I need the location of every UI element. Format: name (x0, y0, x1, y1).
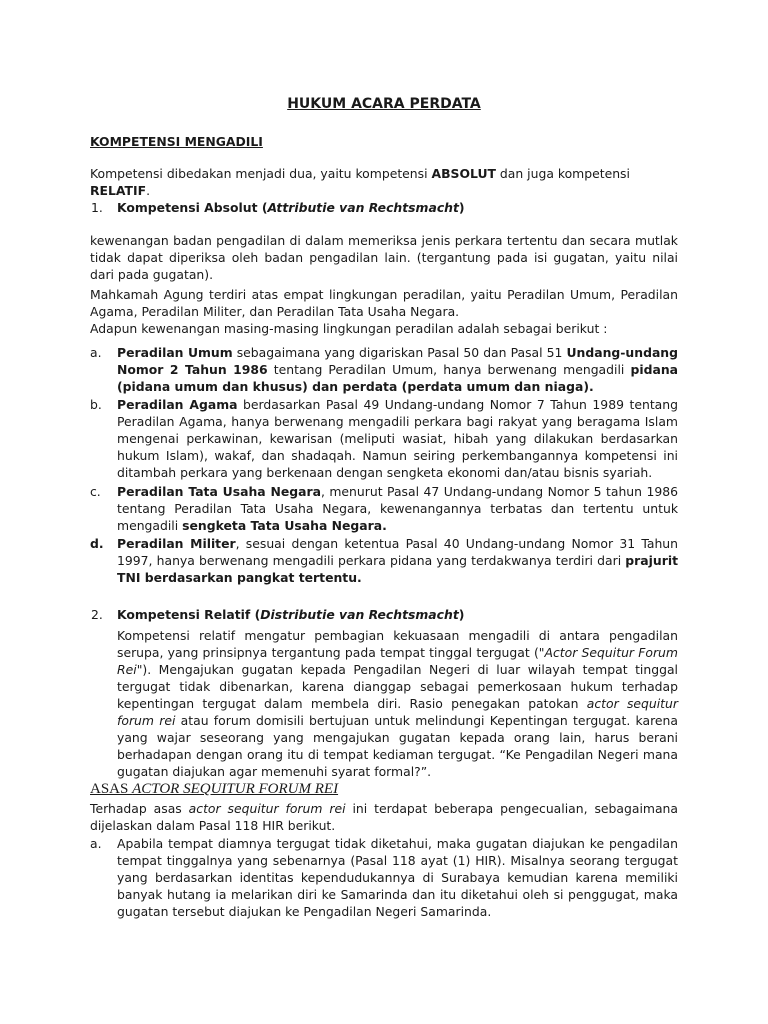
item-text-2: tentang Peradilan Umum, hanya berwenang mengadili (267, 362, 631, 377)
paragraph-kewenangan: Adapun kewenangan masing-masing lingkungan peradilan adalah sebagai berikut : (90, 321, 608, 336)
list-item-pengecualian-a (90, 835, 678, 920)
asas-para-italic: actor sequitur forum rei (188, 801, 346, 816)
item-text: , menurut Pasal 47 Undang-undang Nomor 5 tahun 1986 tentang Peradilan Tata Usaha Negara, kewenangannya terbatas dan tertentu untuk mengadili (117, 484, 679, 533)
list-item-peradilan-tun (90, 483, 678, 534)
relatif-italic-2: actor sequitur forum rei (117, 696, 678, 728)
heading-close: ) (458, 200, 465, 215)
intro-text-2: dan juga kompetensi (495, 166, 630, 181)
document-title: HUKUM ACARA PERDATA (287, 96, 481, 112)
intro-absolut: ABSOLUT (431, 166, 496, 181)
list-marker: a. (90, 345, 102, 360)
heading-asas (90, 780, 678, 798)
list-marker: b. (90, 397, 102, 412)
item-bold-2: pidana (pidana umum dan khusus) dan perdata (perdata umum dan niaga). (117, 362, 678, 394)
paragraph-mahkamah-agung: Mahkamah Agung terdiri atas empat lingkungan peradilan, yaitu Peradilan Umum, Peradilan Agama, Peradilan Militer, dan Peradilan Tata Usaha Negara. (90, 287, 678, 319)
item-bold: sengketa Tata Usaha Negara. (182, 518, 387, 533)
heading-text: Kompetensi Relatif ( (117, 607, 261, 622)
intro-end: . (146, 183, 151, 198)
list-marker: c. (90, 484, 101, 499)
asas-para-text: Terhadap asas (90, 801, 189, 816)
relatif-text-2: "). Mengajukan gugatan kepada Pengadilan Negeri di luar wilayah tempat tinggal tergugat tidak dibenarkan, karena dianggap sebagai pemerkosaan hukum terhadap kepentingan tergugat dalam membela diri. Rasio penegakan patokan (117, 662, 678, 711)
paragraph-kompetensi-relatif (117, 627, 678, 780)
heading-italic: Attributie van Rechtsmacht (267, 200, 459, 215)
list-number: 1. (91, 200, 103, 215)
asas-text: ASAS (90, 781, 133, 797)
item-text: berdasarkan Pasal 49 Undang-undang Nomor 7 Tahun 1989 tentang Peradilan Agama, hanya berwenang mengadili perkara bagi rakyat yang beragama Islam mengenai perkawinan, kewarisan (meliputi wasiat, hibah yang dilakukan berdasarkan hukum Islam), wakaf, dan shadaqah. Namun seiring perkembangannya kompetensi ini ditambah perkara yang berkenaan dengan sengketa ekonomi dan/atau bisnis syariah. (117, 397, 678, 480)
relatif-text: Kompetensi relatif mengatur pembagian kekuasaan mengadili di antara pengadilan serupa, yang prinsipnya tergantung pada tempat tinggal tergugat (" (117, 628, 678, 660)
intro-paragraph (90, 165, 678, 199)
item-text: Apabila tempat diamnya tergugat tidak diketahui, maka gugatan diajukan ke pengadilan tempat tinggalnya yang sebenarnya (Pasal 118 ayat (1) HIR). Misalnya seorang tergugat yang berdasarkan identitas kependudukannya di Surabaya kemudian karena memiliki banyak hutang ia melarikan diri ke Samarinda dan itu diketahui oleh si penggugat, maka gugatan tersebut diajukan ke Pengadilan Negeri Samarinda. (117, 836, 678, 919)
intro-relatif: RELATIF (90, 183, 147, 198)
asas-italic: ACTOR SEQUITUR FORUM REI (132, 781, 339, 797)
heading-italic: Distributie van Rechtsmacht (260, 607, 459, 622)
paragraph-asas (90, 800, 678, 834)
item-title: Peradilan Tata Usaha Negara (117, 484, 321, 499)
list-item-peradilan-agama (90, 396, 678, 481)
list-item-peradilan-militer (90, 535, 678, 586)
item-bold: prajurit TNI berdasarkan pangkat tertentu. (117, 553, 678, 585)
item-text: , sesuai dengan ketentua Pasal 40 Undang-undang Nomor 31 Tahun 1997, hanya berwenang mengadili perkara pidana yang terdakwanya terdiri dari (117, 536, 678, 568)
paragraph-absolut-definition: kewenangan badan pengadilan di dalam memeriksa jenis perkara tertentu dan secara mutlak tidak dapat diperiksa oleh badan pengadilan lain. (tergantung pada isi gugatan, yaitu nilai dari pada gugatan). (90, 233, 678, 282)
heading-kompetensi-absolut (90, 199, 678, 216)
relatif-text-3: atau forum domisili bertujuan untuk melindungi Kepentingan tergugat. karena yang wajar seseorang yang mengajukan gugatan kepada orang lain, harus berani berhadapan dengan orang itu di tempat kediaman tergugat. “Ke Pengadilan Negeri mana gugatan diajukan agar memenuhi syarat formal?”. (117, 713, 678, 779)
asas-para-text-2: ini terdapat beberapa pengecualian, sebagaimana dijelaskan dalam Pasal 118 HIR berikut. (90, 801, 679, 833)
heading-text: Kompetensi Absolut ( (117, 200, 268, 215)
item-title: Peradilan Umum (117, 345, 233, 360)
list-marker: a. (90, 836, 102, 851)
heading-close: ) (458, 607, 465, 622)
item-bold: Undang-undang Nomor 2 Tahun 1986 (117, 345, 678, 377)
item-title: Peradilan Militer (117, 536, 236, 551)
section-heading-kompetensi: KOMPETENSI MENGADILI (90, 134, 263, 149)
list-number: 2. (91, 607, 103, 622)
relatif-italic: Actor Sequitur Forum Rei (117, 645, 678, 677)
list-item-peradilan-umum (90, 344, 678, 395)
item-text: sebagaimana yang digariskan Pasal 50 dan Pasal 51 (232, 345, 567, 360)
heading-kompetensi-relatif (90, 606, 678, 623)
item-title: Peradilan Agama (117, 397, 238, 412)
intro-text: Kompetensi dibedakan menjadi dua, yaitu kompetensi (90, 166, 432, 181)
list-marker: d. (90, 536, 104, 551)
